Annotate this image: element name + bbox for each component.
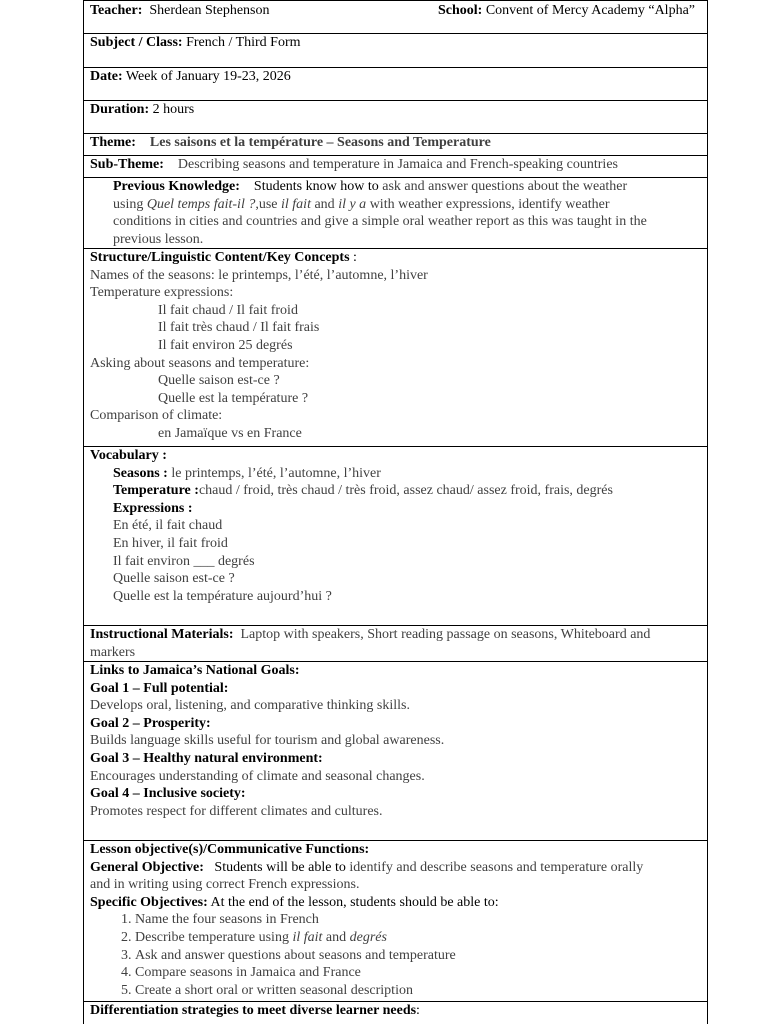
materials-section [83,626,708,662]
general-objective-text-1: Students will be able to [214,859,346,875]
vocab-temperature-label: Temperature : [113,483,199,499]
comparison-1: en Jamaïque vs en France [158,425,302,441]
school-field [438,2,701,33]
pk-text-7: and [310,196,339,212]
pk-text-4: Quel temps fait-il ? [146,196,256,212]
school-name: Convent of Mercy Academy “Alpha” [485,3,695,18]
list-item: 5. Create a short oral or written seasonal description [135,982,701,1000]
specific-objectives-intro: At the end of the lesson, students should be able to: [207,894,499,910]
list-item-text: Describe temperature using [135,929,293,945]
vocab-expression-3: Il fait environ ___ degrés [113,553,255,569]
specific-objectives-list [90,911,701,999]
school-label: School: [438,3,483,18]
temperature-expressions-heading: Temperature expressions: [90,285,234,301]
vocab-temperature-value: chaud / froid, très chaud / très froid, assez chaud/ assez froid, frais, degrés [198,483,613,499]
subtheme-row [83,156,708,178]
subject-label: Subject / Class: [90,35,183,50]
teacher-name: Sherdean Stephenson [149,3,270,18]
objectives-section [83,841,708,1002]
temp-expression-1: Il fait chaud / Il fait froid [158,302,298,318]
pk-text-5: ,use [255,196,282,212]
teacher-field [90,2,270,33]
goal-1-label: Goal 1 – Full potential: [90,680,229,696]
previous-knowledge-label: Previous Knowledge: [113,179,240,194]
structure-label: Structure/Linguistic Content/Key Concepts [90,250,350,265]
specific-objectives-label: Specific Objectives: [90,894,208,910]
vocabulary-label: Vocabulary : [90,448,167,463]
materials-label: Instructional Materials: [90,627,234,642]
comparison-heading: Comparison of climate: [90,408,223,424]
goal-1-text: Develops oral, listening, and comparative thinking skills. [90,698,410,714]
pk-text-6: il fait [281,196,311,212]
general-objective-label: General Objective: [90,859,204,875]
previous-knowledge-section [83,178,708,249]
temp-expression-3: Il fait environ 25 degrés [158,337,293,353]
subject-value: French / Third Form [186,35,301,50]
duration-label: Duration: [90,102,150,117]
asking-1: Quelle saison est-ce ? [158,373,280,389]
pk-text-8: il y a [338,196,367,212]
differentiation-section [83,1002,708,1024]
vocabulary-section [83,447,708,626]
goals-label: Links to Jamaica’s National Goals: [90,663,300,678]
pk-text-9: with weather expressions, identify weather [366,196,610,212]
theme-value: Les saisons et la température – Seasons and Temperature [149,135,491,150]
date-row [83,68,708,101]
vocab-seasons-value: le printemps, l’été, l’automne, l’hiver [167,465,381,481]
subtheme-value: Describing seasons and temperature in Jamaica and French-speaking countries [177,157,618,172]
pk-text-1: Students know how to [253,179,379,194]
objectives-label: Lesson objective(s)/Communicative Functions: [90,842,370,857]
asking-heading: Asking about seasons and temperature: [90,355,310,371]
pk-text-10: conditions in cities and countries and give a simple oral weather report as this was taught in the [113,214,647,230]
goal-2-text: Builds language skills useful for tourism and global awareness. [90,733,445,749]
goal-4-text: Promotes respect for different climates and cultures. [90,803,383,819]
list-item-text: and [322,929,350,945]
list-item [135,929,701,947]
list-item-italic: degrés [349,929,387,945]
differentiation-label: Differentiation strategies to meet diverse learner needs [90,1003,417,1018]
general-objective-text-2: identify and describe seasons and temperature orally [345,859,644,875]
subtheme-label: Sub-Theme: [90,157,164,172]
structure-colon: : [349,250,357,265]
list-item: 4. Compare seasons in Jamaica and France [135,964,701,982]
teacher-row [83,0,708,34]
general-objective-text-3: and in writing using correct French expressions. [90,877,360,893]
vocab-expression-4: Quelle saison est-ce ? [113,571,235,587]
subject-row [83,34,708,68]
date-label: Date: [90,69,123,84]
vocab-seasons-label: Seasons : [113,465,168,481]
vocab-expressions-label: Expressions : [113,500,193,516]
date-value: Week of January 19-23, 2026 [125,69,291,84]
theme-row [83,134,708,156]
temp-expression-2: Il fait très chaud / Il fait frais [158,320,320,336]
duration-row [83,101,708,134]
list-item: 3. Ask and answer questions about seasons and temperature [135,947,701,965]
goal-4-label: Goal 4 – Inclusive society: [90,786,246,802]
materials-line-2: markers [90,644,136,660]
vocab-expression-1: En été, il fait chaud [113,518,223,534]
vocab-expression-2: En hiver, il fait froid [113,535,228,551]
differentiation-colon: : [416,1003,420,1018]
seasons-names: Names of the seasons: le printemps, l’été, l’automne, l’hiver [90,267,428,283]
goal-3-text: Encourages understanding of climate and seasonal changes. [90,768,425,784]
duration-value: 2 hours [152,102,195,117]
teacher-label: Teacher: [90,3,143,18]
materials-line-1: Laptop with speakers, Short reading passage on seasons, Whiteboard and [240,627,651,642]
goal-2-label: Goal 2 – Prosperity: [90,715,211,731]
pk-text-11: previous lesson. [113,231,204,247]
asking-2: Quelle est la température ? [158,390,309,406]
pk-text-2: ask and answer questions about the weather [378,179,628,194]
list-item-italic: il fait [292,929,323,945]
theme-label: Theme: [90,135,136,150]
vocab-expression-5: Quelle est la température aujourd’hui ? [113,588,332,604]
goal-3-label: Goal 3 – Healthy natural environment: [90,750,323,766]
national-goals-section [83,662,708,841]
structure-section [83,249,708,447]
pk-text-3: using [113,196,147,212]
list-item: 1. Name the four seasons in French [135,911,701,929]
